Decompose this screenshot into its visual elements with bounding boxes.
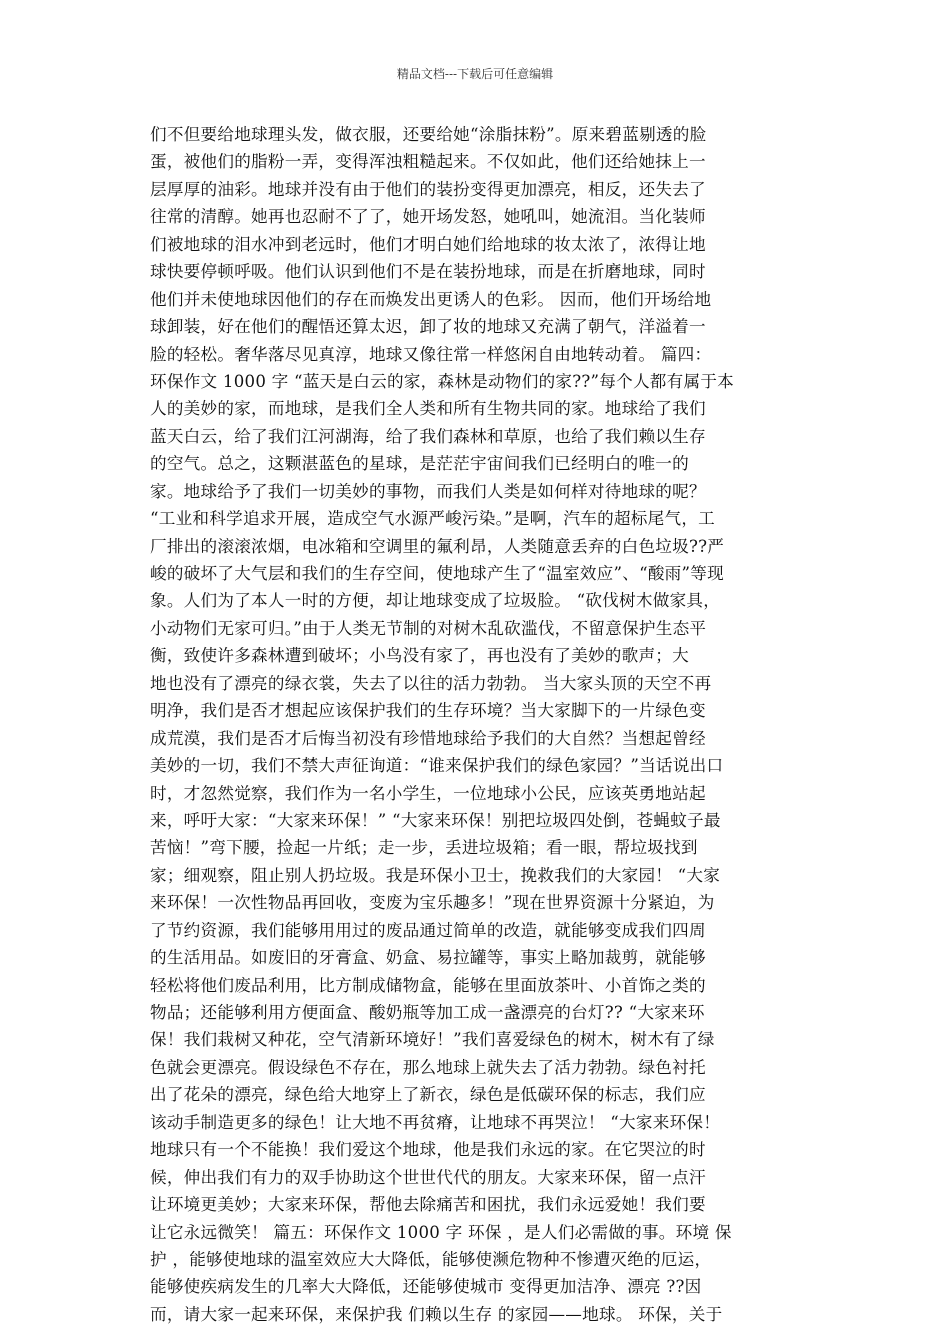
text-line: 他们并未使地球因他们的存在而焕发出更诱人的色彩。 因而，他们开场给地 bbox=[150, 289, 712, 309]
page-header: 精品文档---下载后可任意编辑 bbox=[396, 67, 554, 81]
text-line: 来，呼吁大家：“大家来环保！” “大家来环保！别把垃圾四处倒，苍蝇蚊子最 bbox=[150, 810, 721, 830]
text-line: 蛋，被他们的脂粉一弄，变得浑浊粗糙起来。不仅如此，他们还给她抹上一 bbox=[150, 152, 706, 172]
text-line: 而，请大家一起来环保，来保护我 们赖以生存 的家园——地球。 环保，关于 bbox=[150, 1304, 723, 1324]
text-line: 往常的清醇。她再也忍耐不了了，她开场发怒，她吼叫，她流泪。当化装师 bbox=[150, 207, 706, 227]
text-line: 色就会更漂亮。假设绿色不存在，那么地球上就失去了活力勃勃。绿色衬托 bbox=[150, 1057, 706, 1077]
text-line: 保！我们栽树又种花，空气清新环境好！”我们喜爱绿色的树木，树木有了绿 bbox=[150, 1030, 715, 1050]
text-line: 物品；还能够利用方便面盒、酸奶瓶等加工成一盏漂亮的台灯?? “大家来环 bbox=[150, 1003, 705, 1022]
text-line: 苦恼！”弯下腰，捡起一片纸；走一步，丢进垃圾箱；看一眼，帮垃圾找到 bbox=[150, 838, 698, 858]
text-line: 厂排出的滚滚浓烟，电冰箱和空调里的氟利昂，人类随意丢弃的白色垃圾??严 bbox=[150, 536, 725, 556]
text-line: 成荒漠，我们是否才后悔当初没有珍惜地球给予我们的大自然？当想起曾经 bbox=[150, 728, 706, 748]
text-line: 护 ，能够使地球的温室效应大大降低，能够使濒危物种不惨遭灭绝的厄运， bbox=[150, 1249, 712, 1269]
text-line: 们被地球的泪水冲到老远时，他们才明白她们给地球的妆太浓了，浓得让地 bbox=[150, 234, 706, 254]
text-line: 小动物们无家可归。”由于人类无节制的对树木乱砍滥伐，不留意保护生态平 bbox=[150, 618, 707, 638]
text-line: 了节约资源，我们能够用用过的废品通过简单的改造，就能够变成我们四周 bbox=[150, 920, 706, 940]
text-line: 人的美妙的家，而地球，是我们全人类和所有生物共同的家。地球给了我们 bbox=[150, 399, 706, 419]
text-line: 让它永远微笑！ 篇五：环保作文 1000 字 环保 ，是人们必需做的事。环境 保 bbox=[150, 1222, 732, 1242]
text-line: 美妙的一切，我们不禁大声征询道：“谁来保护我们的绿色家园？”当话说出口 bbox=[150, 756, 724, 776]
text-line: 峻的破坏了大气层和我们的生存空间，使地球产生了“温室效应”、“酸雨”等现 bbox=[150, 564, 724, 583]
text-line: 脸的轻松。奢华落尽见真淳，地球又像往常一样悠闲自由地转动着。 篇四： bbox=[150, 344, 712, 364]
text-line: 家；细观察，阻止别人扔垃圾。我是环保小卫士，挽救我们的大家园！ “大家 bbox=[150, 865, 721, 885]
text-line: 地也没有了漂亮的绿衣裳，失去了以往的活力勃勃。 当大家头顶的天空不再 bbox=[150, 673, 712, 693]
text-line: 出了花朵的漂亮，绿色给大地穿上了新衣，绿色是低碳环保的标志，我们应 bbox=[150, 1085, 706, 1105]
text-line: 地球只有一个不能换！我们爱这个地球，他是我们永远的家。在它哭泣的时 bbox=[150, 1140, 706, 1160]
text-line: 能够使疾病发生的几率大大降低，还能够使城市 变得更加洁净、漂亮 ??因 bbox=[150, 1277, 702, 1297]
text-line: 轻松将他们废品利用，比方制成储物盒，能够在里面放茶叶、小首饰之类的 bbox=[150, 975, 706, 995]
text-line: 明净，我们是否才想起应该保护我们的生存环境？当大家脚下的一片绿色变 bbox=[150, 701, 706, 721]
text-line: 球快要停顿呼吸。他们认识到他们不是在装扮地球，而是在折磨地球，同时 bbox=[150, 262, 706, 282]
text-line: 的空气。总之，这颗湛蓝色的星球，是茫茫宇宙间我们已经明白的唯一的 bbox=[150, 454, 689, 474]
text-line: 家。地球给予了我们一切美妙的事物，而我们人类是如何样对待地球的呢？ bbox=[150, 481, 706, 501]
text-line: 让环境更美妙；大家来环保，帮他去除痛苦和困扰，我们永远爱她！我们要 bbox=[150, 1195, 706, 1215]
text-line: 层厚厚的油彩。地球并没有由于他们的装扮变得更加漂亮，相反，还失去了 bbox=[150, 179, 706, 199]
text-line: 的生活用品。如废旧的牙膏盒、奶盒、易拉罐等，事实上略加裁剪，就能够 bbox=[150, 948, 706, 968]
text-line: 衡，致使许多森林遭到破坏；小鸟没有家了，再也没有了美妙的歌声；大 bbox=[150, 646, 689, 666]
text-line: 该动手制造更多的绿色！让大地不再贫瘠，让地球不再哭泣！ “大家来环保！ bbox=[150, 1112, 721, 1132]
text-line: “工业和科学追求开展，造成空气水源严峻污染。”是啊，汽车的超标尾气，工 bbox=[150, 509, 716, 529]
text-line: 球卸装，好在他们的醒悟还算太迟，卸了妆的地球又充满了朝气，洋溢着一 bbox=[150, 317, 706, 337]
text-line: 蓝天白云，给了我们江河湖海，给了我们森林和草原，也给了我们赖以生存 bbox=[150, 426, 706, 446]
body-text bbox=[150, 121, 800, 1328]
text-line: 环保作文 1000 字 “蓝天是白云的家，森林是动物们的家??”每个人都有属于本 bbox=[150, 371, 735, 391]
text-line: 来环保！一次性物品再回收，变废为宝乐趣多！”现在世界资源十分紧迫，为 bbox=[150, 893, 715, 913]
text-line: 们不但要给地球理头发，做衣服，还要给她“涂脂抹粉”。原来碧蓝剔透的脸 bbox=[150, 125, 707, 144]
text-line: 象。人们为了本人一时的方便，却让地球变成了垃圾脸。 “砍伐树木做家具， bbox=[150, 591, 721, 611]
text-line: 时，才忽然觉察，我们作为一名小学生，一位地球小公民，应该英勇地站起 bbox=[150, 783, 706, 803]
text-line: 候，伸出我们有力的双手协助这个世世代代的朋友。大家来环保，留一点汗 bbox=[150, 1167, 706, 1187]
